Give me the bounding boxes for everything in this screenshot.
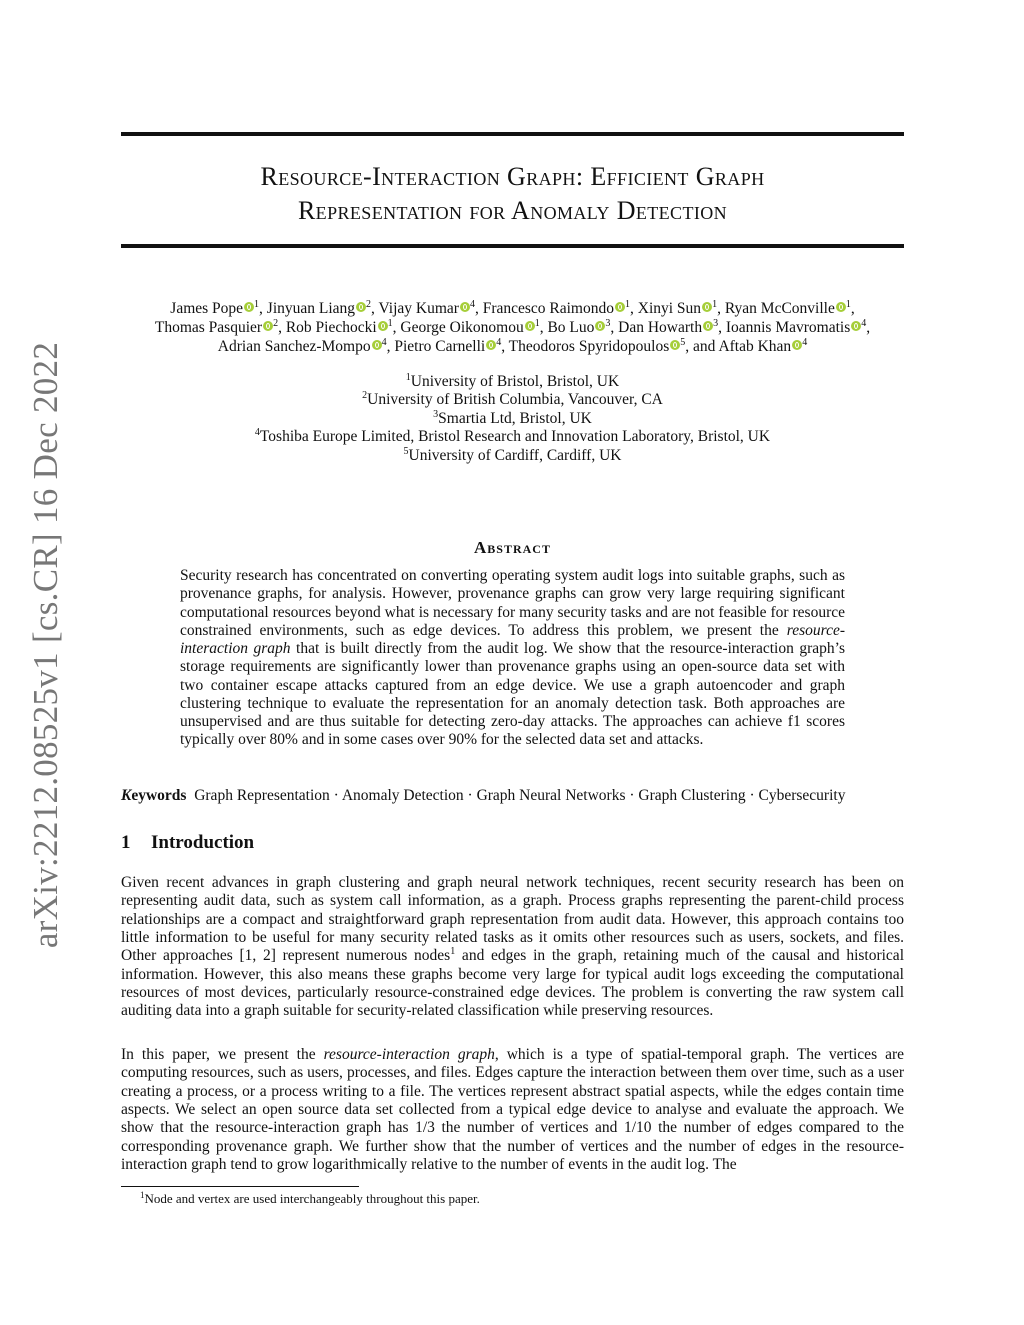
author: Adrian Sanchez-Mompo $^4$ [217,337,387,355]
footnote-divider [121,1186,359,1187]
affiliation: $^5$University of Cardiff, Cardiff, UK [403,445,622,464]
author-list [100,299,925,356]
abstract-heading: Abstract [474,538,551,557]
orcid-icon[interactable] [263,321,273,331]
orcid-icon[interactable] [525,321,535,331]
footnote-marker[interactable]: 1 [450,946,456,958]
author: Dan Howarth $^3$ [618,318,719,336]
title-bottom-rule [121,244,904,248]
orcid-icon[interactable] [372,340,382,350]
author: Xinyi Sun $^1$ [637,299,718,317]
author: Ryan McConville $^1$ [724,299,851,317]
orcid-icon[interactable] [703,321,713,331]
author-conjunction: and [693,338,716,355]
author: Jinyuan Liang $^2$ [266,299,372,317]
author: George Oikonomou $^1$ [400,318,540,336]
author: James Pope $^1$ [170,299,260,317]
author: Aftab Khan $^4$ [718,337,808,355]
orcid-icon[interactable] [460,302,470,312]
author-line: Thomas Pasquier $^2$, Rob Piechocki $^1$, George Oikonomou $^1$, Bo Luo $^3$, Dan Howarth $^3$, Ioannis Mavromatis $^4$, [154,318,871,336]
emphasized-term: resource-interaction graph [323,1046,495,1063]
affiliation: $^4$Toshiba Europe Limited, Bristol Research and Innovation Laboratory, Bristol, UK [254,427,771,446]
section-title: Introduction [151,832,255,853]
emphasized-term: resource-interaction graph [180,621,845,657]
intro-paragraph-2: In this paper, we present the resource-interaction graph, which is a type of spatial-temporal graph. The vertices are computing resources, such as users, processes, and files. Edges capture the interaction between them over time, such as a user creating a process, or a process writing to a file. The vertices represent abstract spatial aspects, while the edges contain time aspects. We select an open source data set collected from a typical edge device to analyse and evaluate the approach. We show that the resource-interaction graph has 1/3 the number of vertices and 1/10 the number of edges compared to the corresponding provenance graph. We further show that the number of vertices and the number of edges in the resource-interaction graph tend to grow logarithmically relative to the number of events in the audit log. The [121,1046,904,1174]
section-number: 1 [121,832,131,853]
keywords-label: Keywords [121,787,187,804]
keywords-text: Graph Representation · Anomaly Detection · Graph Neural Networks · Graph Clustering · Cybersecurity [194,787,846,804]
author: Vijay Kumar $^4$ [378,299,475,317]
author-line: James Pope $^1$, Jinyuan Liang $^2$, Vijay Kumar $^4$, Francesco Raimondo $^1$, Xinyi Sun $^1$, Ryan McConville $^1$, [170,299,855,317]
orcid-icon[interactable] [792,340,802,350]
affiliation: $^1$University of Bristol, Bristol, UK [405,372,620,390]
affiliation-list [100,373,925,465]
orcid-icon[interactable] [356,302,366,312]
title-line-2: Representation for Anomaly Detection [297,196,728,225]
author: Francesco Raimondo $^1$ [482,299,630,317]
footnote: $^1$Node and vertex are used interchangeably throughout this paper. [140,1190,480,1206]
keywords [121,787,845,805]
intro-paragraph-1: Given recent advances in graph clustering and graph neural network techniques, recent security research has been on representing audit data, such as system call information, as a graph. Process graphs representing the parent-child process relationships are a compact and straightforward graph representation from audit data. However, this approach contains too little information to be useful for many security related tasks as it omits other resources such as users, sockets, and files. Other approaches [1, 2] represent numerous nodes$^1$ and edges in the graph, retaining much of the causal and historical information. However, this also means these graphs become very large for typical audit logs exceeding the computational resources of most devices, particularly resource-constrained edge devices. The problem is converting the raw system call auditing data into a graph suitable for security-related classification while preserving resources. [121,874,904,1020]
orcid-icon[interactable] [595,321,605,331]
orcid-icon[interactable] [670,340,680,350]
orcid-icon[interactable] [378,321,388,331]
affiliation: $^2$University of British Columbia, Vancouver, CA [362,390,663,409]
author-line: Adrian Sanchez-Mompo $^4$, Pietro Carnelli $^4$, Theodoros Spyridopoulos $^5$, and Aftab Khan $^4$ [217,337,808,355]
title-top-rule [121,132,904,136]
orcid-icon[interactable] [851,321,861,331]
orcid-icon[interactable] [836,302,846,312]
author: Ioannis Mavromatis $^4$ [725,318,867,336]
orcid-icon[interactable] [486,340,496,350]
author: Theodoros Spyridopoulos $^5$ [508,337,686,355]
author: Pietro Carnelli $^4$ [394,337,502,355]
abstract-text: Security research has concentrated on converting operating system audit logs into suitable graphs, such as provenance graphs, for analysis. However, provenance graphs can grow very large requiring significant computational resources beyond what is necessary for many security tasks and are not feasible for resource constrained environments, such as edge devices. To address this problem, we present the resource-interaction graph that is built directly from the audit log. We show that the resource-interaction graph’s storage requirements are significantly lower than provenance graphs using an open-source data set with two container escape attacks captured from an edge device. We use a graph autoencoder and graph clustering technique to evaluate the representation for an anomaly detection task. Both approaches are unsupervised and are thus suitable for detecting zero-day attacks. The approaches can achieve f1 scores typically over 80% and in some cases over 90% for the selected data set and attacks. [180,567,845,749]
title-line-1: Resource-Interaction Graph: Efficient Graph [260,162,765,191]
author: Rob Piechocki $^1$ [285,318,393,336]
arxiv-identifier: arXiv:2212.08525v1 [cs.CR] 16 Dec 2022 [26,341,65,949]
section-heading [121,832,254,854]
orcid-icon[interactable] [615,302,625,312]
orcid-icon[interactable] [244,302,254,312]
orcid-icon[interactable] [702,302,712,312]
author: Thomas Pasquier $^2$ [154,318,279,336]
paper-title [121,160,904,228]
author: Bo Luo $^3$ [547,318,611,336]
affiliation: $^3$Smartia Ltd, Bristol, UK [433,408,592,427]
